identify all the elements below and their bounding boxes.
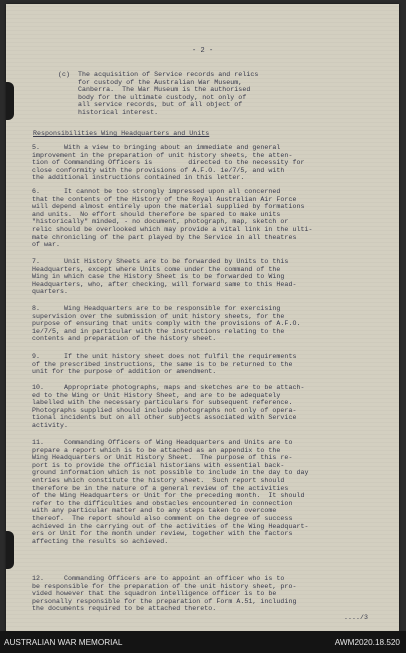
footer-accession-number: AWM2020.18.520 bbox=[334, 638, 400, 647]
paragraph-11: 11. Commanding Officers of Wing Headquarters and Units are to prepare a report which is to be attached as an appendix to the Wing Headquarters or Unit History Sheet. The purpose of this re- port is to provide the official historians with essential back- ground information which is not possible to include in the day to day entries which constitute the history sheet. Such report should therefore be in the nature of a general review of the activities of the Wing Headquarters or Unit for the preceding month. It should refer to the difficulties and obstacles encountered in connection with any particular matter and to any steps taken to overcome thereof. The report should also comment on the degree of success achieved in the carrying out of the activities of the Wing Headquart- ers or Unit for the month under review, together with the factors affecting the results so achieved. bbox=[32, 439, 309, 545]
paragraph-9: 9. If the unit history sheet does not fulfil the requirements of the prescribed instructions, the same is to be returned to the unit for the purpose of addition or amendment. bbox=[32, 353, 297, 376]
binder-hole bbox=[6, 82, 14, 120]
archive-footer bbox=[0, 631, 406, 653]
paragraph-6: 6. It cannot be too strongly impressed upon all concerned that the contents of the History of the Royal Australian Air Force will depend almost entirely upon the material supplied by formations and units. No effort should therefore be spared to make units "historically" minded, - no document, photograph, map, sketch or relic should be overlooked which may provide a vital link in the ulti- mate chronicling of the part played by the Service in all theatres of war. bbox=[32, 188, 313, 249]
item-c: (c) The acquisition of Service records and relics for custody of the Australian War Museum, Canberra. The War Museum is the authorised body for the ultimate custody, not only of all service records, but of all object of historical interest. bbox=[58, 71, 259, 116]
page-number: - 2 - bbox=[192, 47, 214, 55]
binder-hole bbox=[6, 531, 14, 569]
paragraph-7: 7. Unit History Sheets are to be forwarded by Units to this Headquarters, except where Units come under the command of the Wing in which case the History Sheet is to be forwarded to Wing Headquarters, who, after checking, will forward same to this Head- quarters. bbox=[32, 258, 297, 296]
document-page bbox=[6, 4, 399, 631]
continuation-marker: ..../3 bbox=[344, 614, 369, 621]
section-heading: Responsibilities Wing Headquarters and Units bbox=[33, 130, 210, 137]
paragraph-10: 10. Appropriate photographs, maps and sketches are to be attach- ed to the Wing or Unit History Sheet, and are to be adequately labelled with the necessary particulars for subsequent reference. Photographs supplied should include photographs not only of opera- tional incidents but on all other subjects associated with Service activity. bbox=[32, 384, 305, 429]
paragraph-12: 12. Commanding Officers are to appoint an officer who is to be responsible for the preparation of the unit history sheet, pro- vided however that the squadron intelligence officer is to be personally responsible for the preparation of Form A.51, including the documents required to be attached thereto. bbox=[32, 575, 297, 613]
paragraph-8: 8. Wing Headquarters are to be responsible for exercising supervision over the submission of unit history sheets, for the purpose of ensuring that units comply with the provisions of A.F.O. 1e/7/5, and in particular with the instructions relating to the contents and preparation of the history sheet. bbox=[32, 305, 301, 343]
footer-institution: AUSTRALIAN WAR MEMORIAL bbox=[4, 638, 123, 647]
paragraph-5: 5. With a view to bringing about an immediate and general improvement in the preparation of unit history sheets, the atten- tion of Commanding Officers is directed to the necessity for close conformity with the provisions of A.F.O. 1e/7/5, and with the additional instructions contained in this letter. bbox=[32, 144, 305, 182]
